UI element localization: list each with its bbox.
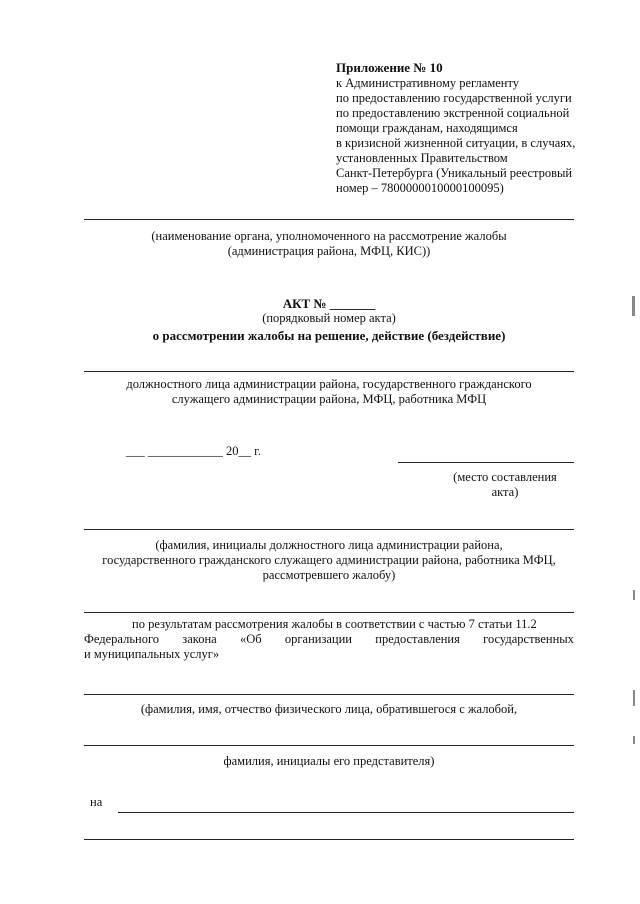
- reviewer-line: [84, 529, 574, 530]
- appendix-line: к Административному регламенту: [336, 76, 520, 90]
- appendix-line: в кризисной жизненной ситуации, в случаях,: [336, 136, 576, 150]
- applicant-caption: (фамилия, имя, отчество физического лица, обратившегося с жалобой,: [140, 702, 518, 716]
- reviewer-caption-line: государственного гражданского служащего администрации района, работника МФЦ,: [102, 553, 556, 567]
- official-caption-line: служащего администрации района, МФЦ, работника МФЦ: [171, 392, 487, 406]
- law-word: Федерального: [84, 632, 160, 646]
- act-subtitle: (порядковый номер акта): [262, 311, 396, 325]
- representative-line: [84, 745, 574, 746]
- on-label: на: [90, 795, 103, 809]
- act-heading: о рассмотрении жалобы на решение, действие (бездействие): [152, 328, 506, 343]
- date-line: ___ ____________ 20__ г.: [126, 444, 261, 458]
- final-line: [84, 839, 574, 840]
- reviewer-caption-line: рассмотревшего жалобу): [262, 568, 396, 582]
- appendix-line: номер – 7800000010000100095): [336, 181, 504, 195]
- scan-mark: [632, 296, 635, 316]
- law-text-justified: [84, 632, 574, 647]
- organ-caption-line: (наименование органа, уполномоченного на рассмотрение жалобы: [151, 229, 507, 243]
- scan-mark: [633, 690, 635, 706]
- appendix-title: Приложение № 10: [336, 60, 443, 75]
- scan-mark: [633, 736, 635, 744]
- appendix-line: помощи гражданам, находящимся: [336, 121, 518, 135]
- official-line: [84, 371, 574, 372]
- appendix-line: по предоставлению экстренной социальной: [336, 106, 570, 120]
- applicant-line: [84, 694, 574, 695]
- law-word: предоставления: [375, 632, 460, 646]
- appendix-line: по предоставлению государственной услуги: [336, 91, 572, 105]
- appendix-block: [336, 60, 606, 196]
- reviewer-caption: [84, 538, 574, 583]
- law-text-line: и муниципальных услуг»: [84, 647, 220, 661]
- law-word: государственных: [483, 632, 574, 646]
- law-line: [84, 612, 574, 613]
- place-caption: [420, 470, 590, 500]
- law-text-line: по результатам рассмотрения жалобы в соответствии с частью 7 статьи 11.2: [132, 617, 537, 631]
- organ-caption-line: (администрация района, МФЦ, КИС)): [227, 244, 431, 258]
- scan-mark: [633, 590, 635, 600]
- law-text: [84, 617, 574, 662]
- appendix-line: Санкт-Петербурга (Уникальный реестровый: [336, 166, 573, 180]
- official-caption-line: должностного лица администрации района, государственного гражданского: [126, 377, 532, 391]
- law-word: «Об: [239, 632, 262, 646]
- organ-caption: [84, 229, 574, 259]
- appendix-line: установленных Правительством: [336, 151, 508, 165]
- place-caption-line: акта): [491, 485, 519, 499]
- act-block: [84, 296, 574, 343]
- reviewer-caption-line: (фамилия, инициалы должностного лица администрации района,: [155, 538, 503, 552]
- law-word: закона: [182, 632, 217, 646]
- act-title: АКТ № _______: [282, 296, 376, 311]
- law-word: организации: [284, 632, 352, 646]
- place-line: [398, 462, 574, 463]
- representative-caption: фамилия, инициалы его представителя): [223, 754, 435, 768]
- official-caption: [84, 377, 574, 407]
- on-line: [118, 812, 574, 813]
- organ-name-line: [84, 219, 574, 220]
- place-caption-line: (место составления: [453, 470, 557, 484]
